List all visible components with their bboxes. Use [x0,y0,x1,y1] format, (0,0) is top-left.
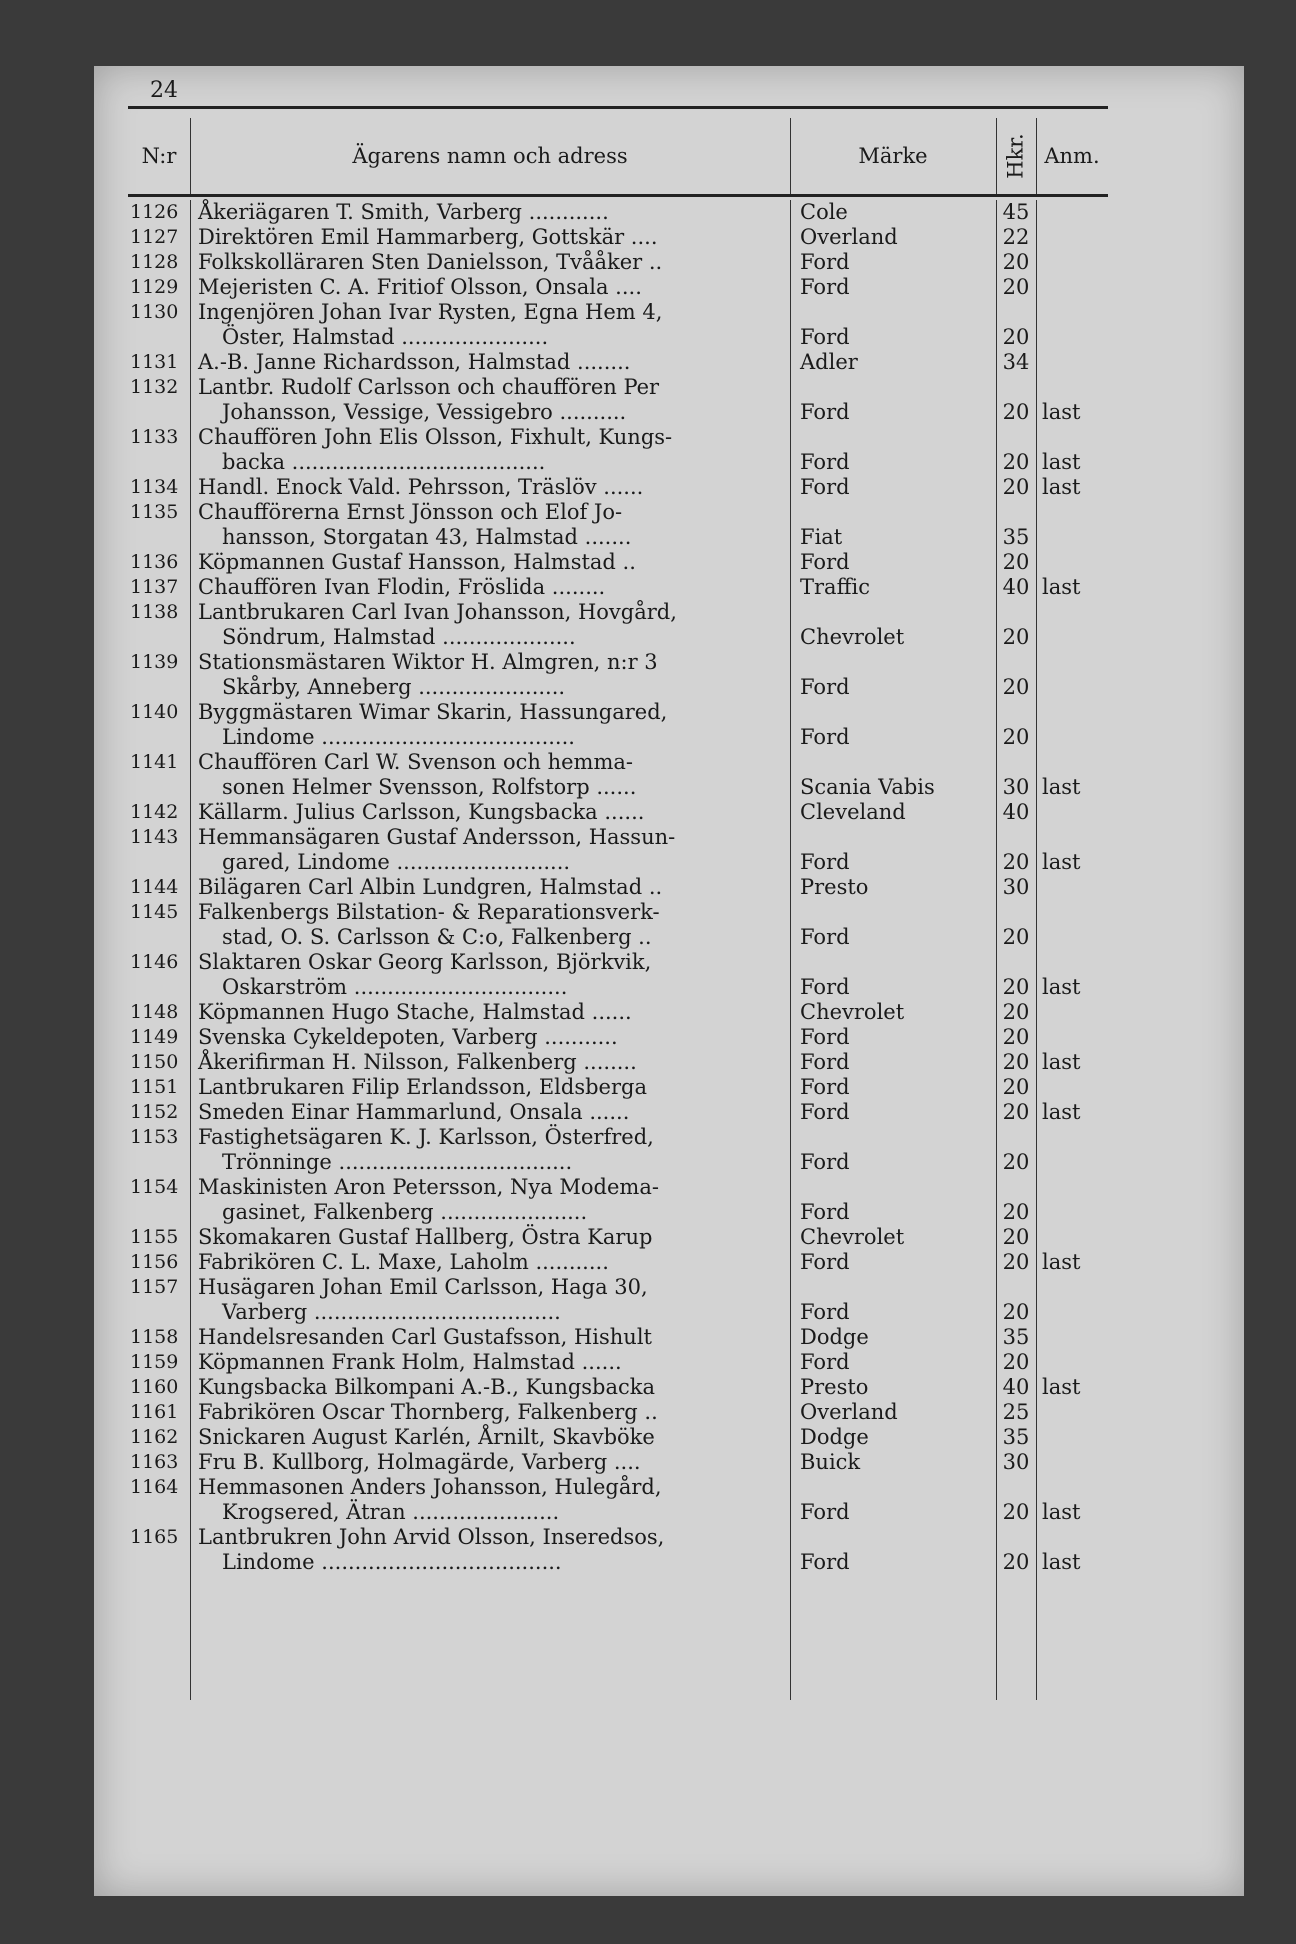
table-row [128,1375,1108,1400]
car-make: Ford [800,1350,850,1374]
owner-line: Krogsered, Ätran ...................... [222,1500,560,1524]
row-number: 1135 [130,501,179,523]
owner-line: Lantbrukaren Filip Erlandsson, Eldsberga [198,1075,647,1099]
owner-line: Källarm. Julius Carlsson, Kungsbacka ...... [198,800,645,824]
table-row [128,900,1108,950]
owner-name-address [198,425,790,475]
owner-line: Chaufförerna Ernst Jönsson och Elof Jo- [198,500,623,524]
owner-line: Fabrikören C. L. Maxe, Laholm ........... [198,1250,609,1274]
car-make: Ford [800,1300,850,1324]
horsepower: 20 [1002,1075,1030,1099]
owner-line: gared, Lindome .......................... [222,850,571,874]
table-row [128,300,1108,350]
horsepower: 20 [1002,325,1030,349]
row-number: 1137 [130,576,179,598]
remark: last [1042,850,1081,874]
car-make: Ford [800,475,850,499]
owner-name-address [198,275,790,300]
car-make: Overland [800,225,898,249]
car-make: Fiat [800,525,843,549]
row-number: 1139 [130,651,179,673]
owner-name-address [198,700,790,750]
owner-line: Lantbrukren John Arvid Olsson, Inseredsos, [198,1525,665,1549]
owner-line: Husägaren Johan Emil Carlsson, Haga 30, [198,1275,648,1299]
table-row [128,1125,1108,1175]
horsepower: 20 [1002,400,1030,424]
row-number: 1155 [130,1226,179,1248]
car-make: Ford [800,675,850,699]
table-row [128,825,1108,875]
horsepower: 20 [1002,550,1030,574]
row-number: 1128 [130,251,179,273]
row-number: 1136 [130,551,179,573]
owner-name-address [198,750,790,800]
table-row [128,1025,1108,1050]
owner-line: Åkeriägaren T. Smith, Varberg ............ [198,200,609,224]
remark: last [1042,1550,1081,1574]
table-row [128,700,1108,750]
register-table [128,200,1108,1575]
remark: last [1042,1100,1081,1124]
table-row [128,950,1108,1000]
owner-line: Snickaren August Karlén, Årnilt, Skavböke [198,1425,655,1449]
car-make: Cleveland [800,800,906,824]
remark: last [1042,1250,1081,1274]
owner-line: Köpmannen Hugo Stache, Halmstad ...... [198,1000,632,1024]
owner-name-address [198,1075,790,1100]
owner-name-address [198,1100,790,1125]
row-number: 1127 [130,226,179,248]
owner-line: Falkenbergs Bilstation- & Reparationsverk- [198,900,660,924]
owner-name-address [198,1175,790,1225]
car-make: Ford [800,1250,850,1274]
owner-line: Köpmannen Frank Holm, Halmstad ...... [198,1350,622,1374]
owner-line: Maskinisten Aron Petersson, Nya Modema- [198,1175,659,1199]
owner-line: Fastighetsägaren K. J. Karlsson, Österfred, [198,1125,654,1149]
horsepower: 45 [1002,200,1030,224]
row-number: 1151 [130,1076,179,1098]
remark: last [1042,1375,1081,1399]
owner-name-address [198,1025,790,1050]
car-make: Presto [800,1375,869,1399]
car-make: Ford [800,1550,850,1574]
owner-line: Direktören Emil Hammarberg, Gottskär .... [198,225,658,249]
owner-line: Slaktaren Oskar Georg Karlsson, Björkvik, [198,950,652,974]
table-row [128,800,1108,825]
row-number: 1142 [130,801,179,823]
owner-name-address [198,500,790,550]
row-number: 1163 [130,1451,179,1473]
row-number: 1134 [130,476,179,498]
table-row [128,1400,1108,1425]
table-row [128,875,1108,900]
owner-line: Chauffören Ivan Flodin, Fröslida ........ [198,575,606,599]
row-number: 1162 [130,1426,179,1448]
owner-line: Lindome .................................... [222,1550,562,1574]
table-row [128,1425,1108,1450]
row-number: 1161 [130,1401,179,1423]
owner-line: Lantbrukaren Carl Ivan Johansson, Hovgård, [198,600,677,624]
horsepower: 30 [1002,1450,1030,1474]
horsepower: 20 [1002,925,1030,949]
row-number: 1138 [130,601,179,623]
car-make: Ford [800,925,850,949]
row-number: 1159 [130,1351,179,1373]
car-make: Ford [800,1150,850,1174]
owner-name-address [198,1450,790,1475]
owner-name-address [198,600,790,650]
header-anm: Anm. [1044,144,1100,168]
owner-line: Lindome ...................................... [222,725,575,749]
owner-name-address [198,1275,790,1325]
horsepower: 40 [1002,800,1030,824]
owner-line: Johansson, Vessige, Vessigebro .......... [222,400,627,424]
horsepower: 30 [1002,775,1030,799]
owner-line: Hemmansägaren Gustaf Andersson, Hassun- [198,825,676,849]
owner-name-address [198,650,790,700]
owner-line: Bilägaren Carl Albin Lundgren, Halmstad .. [198,875,663,899]
owner-line: Folkskolläraren Sten Danielsson, Tvååker .. [198,250,663,274]
car-make: Overland [800,1400,898,1424]
owner-name-address [198,950,790,1000]
owner-line: hansson, Storgatan 43, Halmstad ....... [222,525,632,549]
remark: last [1042,400,1081,424]
car-make: Chevrolet [800,1000,905,1024]
row-number: 1152 [130,1101,179,1123]
owner-line: Söndrum, Halmstad .................... [222,625,576,649]
owner-line: Åkerifirman H. Nilsson, Falkenberg ........ [198,1050,637,1074]
table-row [128,1225,1108,1250]
car-make: Ford [800,1200,850,1224]
owner-name-address [198,250,790,275]
owner-line: Skårby, Anneberg ...................... [222,675,566,699]
row-number: 1145 [130,901,179,923]
horsepower: 40 [1002,575,1030,599]
car-make: Ford [800,450,850,474]
car-make: Ford [800,325,850,349]
car-make: Chevrolet [800,625,905,649]
row-number: 1165 [130,1526,179,1548]
owner-line: Handl. Enock Vald. Pehrsson, Träslöv ...... [198,475,644,499]
owner-line: Trönninge ................................... [222,1150,573,1174]
owner-line: Fabrikören Oscar Thornberg, Falkenberg .. [198,1400,658,1424]
header-nr: N:r [128,118,191,194]
table-row [128,1275,1108,1325]
horsepower: 34 [1002,350,1030,374]
top-rule [128,106,1108,109]
row-number: 1156 [130,1251,179,1273]
header-name: Ägarens namn och adress [190,118,791,194]
owner-name-address [198,300,790,350]
horsepower: 20 [1002,1050,1030,1074]
owner-line: gasinet, Falkenberg ...................... [222,1200,588,1224]
owner-line: Lantbr. Rudolf Carlsson och chauffören Per [198,375,660,399]
row-number: 1148 [130,1001,179,1023]
owner-name-address [198,1225,790,1250]
car-make: Ford [800,1500,850,1524]
owner-line: sonen Helmer Svensson, Rolfstorp ...... [222,775,637,799]
owner-line: Hemmasonen Anders Johansson, Hulegård, [198,1475,662,1499]
table-row [128,750,1108,800]
table-row [128,1350,1108,1375]
owner-name-address [198,875,790,900]
table-row [128,225,1108,250]
owner-name-address [198,375,790,425]
car-make: Scania Vabis [800,775,935,799]
table-row [128,1175,1108,1225]
row-number: 1132 [130,376,179,398]
row-number: 1131 [130,351,179,373]
car-make: Ford [800,725,850,749]
owner-name-address [198,1350,790,1375]
remark: last [1042,475,1081,499]
row-number: 1143 [130,826,179,848]
row-number: 1140 [130,701,179,723]
car-make: Ford [800,1100,850,1124]
owner-name-address [198,1050,790,1075]
owner-name-address [198,1250,790,1275]
owner-name-address [198,900,790,950]
table-row [128,200,1108,225]
table-row [128,1000,1108,1025]
horsepower: 20 [1002,1350,1030,1374]
owner-name-address [198,825,790,875]
horsepower: 40 [1002,1375,1030,1399]
horsepower: 20 [1002,1000,1030,1024]
horsepower: 20 [1002,1200,1030,1224]
horsepower: 20 [1002,275,1030,299]
owner-name-address [198,225,790,250]
table-row [128,250,1108,275]
owner-line: Kungsbacka Bilkompani A.-B., Kungsbacka [198,1375,656,1399]
owner-name-address [198,1125,790,1175]
owner-line: Smeden Einar Hammarlund, Onsala ...... [198,1100,630,1124]
horsepower: 20 [1002,1500,1030,1524]
owner-name-address [198,1325,790,1350]
car-make: Ford [800,250,850,274]
row-number: 1130 [130,301,179,323]
car-make: Presto [800,875,869,899]
owner-name-address [198,1400,790,1425]
horsepower: 20 [1002,675,1030,699]
car-make: Dodge [800,1425,869,1449]
owner-line: Stationsmästaren Wiktor H. Almgren, n:r 3 [198,650,658,674]
horsepower: 20 [1002,1025,1030,1049]
owner-line: Chauffören John Elis Olsson, Fixhult, Kungs- [198,425,673,449]
horsepower: 20 [1002,450,1030,474]
table-row [128,650,1108,700]
owner-line: Mejeristen C. A. Fritiof Olsson, Onsala .... [198,275,642,299]
owner-name-address [198,1475,790,1525]
horsepower: 22 [1002,225,1030,249]
horsepower: 20 [1002,250,1030,274]
table-row [128,375,1108,425]
row-number: 1126 [130,201,179,223]
header-marke: Märke [790,118,997,194]
owner-line: Ingenjören Johan Ivar Rysten, Egna Hem 4, [198,300,663,324]
horsepower: 20 [1002,625,1030,649]
horsepower: 35 [1002,1325,1030,1349]
table-row [128,1325,1108,1350]
owner-line: Byggmästaren Wimar Skarin, Hassungared, [198,700,668,724]
remark: last [1042,575,1081,599]
header-hkr [996,118,1037,194]
owner-name-address [198,475,790,500]
owner-line: A.-B. Janne Richardsson, Halmstad ........ [198,350,631,374]
car-make: Ford [800,1050,850,1074]
row-number: 1157 [130,1276,179,1298]
row-number: 1133 [130,426,179,448]
horsepower: 20 [1002,1100,1030,1124]
horsepower: 20 [1002,1300,1030,1324]
owner-name-address [198,1525,790,1575]
horsepower: 20 [1002,975,1030,999]
car-make: Ford [800,975,850,999]
remark: last [1042,1050,1081,1074]
horsepower: 20 [1002,725,1030,749]
owner-name-address [198,200,790,225]
row-number: 1141 [130,751,179,773]
car-make: Adler [800,350,858,374]
row-number: 1153 [130,1126,179,1148]
horsepower: 35 [1002,1425,1030,1449]
car-make: Ford [800,400,850,424]
table-header [128,118,1108,197]
owner-line: Skomakaren Gustaf Hallberg, Östra Karup [198,1225,653,1249]
owner-name-address [198,1000,790,1025]
table-row [128,1050,1108,1075]
car-make: Ford [800,850,850,874]
table-row [128,1075,1108,1100]
car-make: Ford [800,550,850,574]
table-row [128,1450,1108,1475]
table-row [128,425,1108,475]
owner-name-address [198,1375,790,1400]
header-hkr-label: Hkr. [1004,133,1029,179]
owner-name-address [198,1425,790,1450]
row-number: 1164 [130,1476,179,1498]
row-number: 1154 [130,1176,179,1198]
row-number: 1150 [130,1051,179,1073]
owner-line: stad, O. S. Carlsson & C:o, Falkenberg .. [222,925,652,949]
table-row [128,350,1108,375]
remark: last [1042,1500,1081,1524]
owner-line: backa ...................................... [222,450,546,474]
car-make: Chevrolet [800,1225,905,1249]
row-number: 1144 [130,876,179,898]
horsepower: 20 [1002,1150,1030,1174]
owner-line: Handelsresanden Carl Gustafsson, Hishult [198,1325,652,1349]
owner-name-address [198,350,790,375]
car-make: Ford [800,275,850,299]
horsepower: 25 [1002,1400,1030,1424]
owner-line: Oskarström ................................ [222,975,568,999]
table-row [128,1525,1108,1575]
owner-line: Öster, Halmstad ...................... [222,325,549,349]
remark: last [1042,975,1081,999]
table-row [128,550,1108,575]
car-make: Dodge [800,1325,869,1349]
car-make: Buick [800,1450,861,1474]
owner-name-address [198,575,790,600]
car-make: Ford [800,1025,850,1049]
table-row [128,1475,1108,1525]
owner-line: Köpmannen Gustaf Hansson, Halmstad .. [198,550,636,574]
owner-name-address [198,550,790,575]
horsepower: 20 [1002,850,1030,874]
car-make: Cole [800,200,848,224]
horsepower: 20 [1002,1250,1030,1274]
row-number: 1158 [130,1326,179,1348]
owner-line: Fru B. Kullborg, Holmagärde, Varberg .... [198,1450,641,1474]
table-row [128,1250,1108,1275]
remark: last [1042,450,1081,474]
horsepower: 30 [1002,875,1030,899]
horsepower: 20 [1002,1550,1030,1574]
row-number: 1146 [130,951,179,973]
owner-line: Svenska Cykeldepoten, Varberg ........... [198,1025,618,1049]
row-number: 1129 [130,276,179,298]
table-row [128,1100,1108,1125]
table-row [128,275,1108,300]
owner-name-address [198,800,790,825]
table-row [128,475,1108,500]
horsepower: 20 [1002,1225,1030,1249]
table-row [128,600,1108,650]
owner-line: Varberg ..................................... [222,1300,561,1324]
car-make: Traffic [800,575,870,599]
owner-line: Chauffören Carl W. Svenson och hemma- [198,750,633,774]
page-number: 24 [150,78,178,103]
table-row [128,500,1108,550]
row-number: 1149 [130,1026,179,1048]
table-row [128,575,1108,600]
horsepower: 20 [1002,475,1030,499]
horsepower: 35 [1002,525,1030,549]
remark: last [1042,775,1081,799]
car-make: Ford [800,1075,850,1099]
row-number: 1160 [130,1376,179,1398]
